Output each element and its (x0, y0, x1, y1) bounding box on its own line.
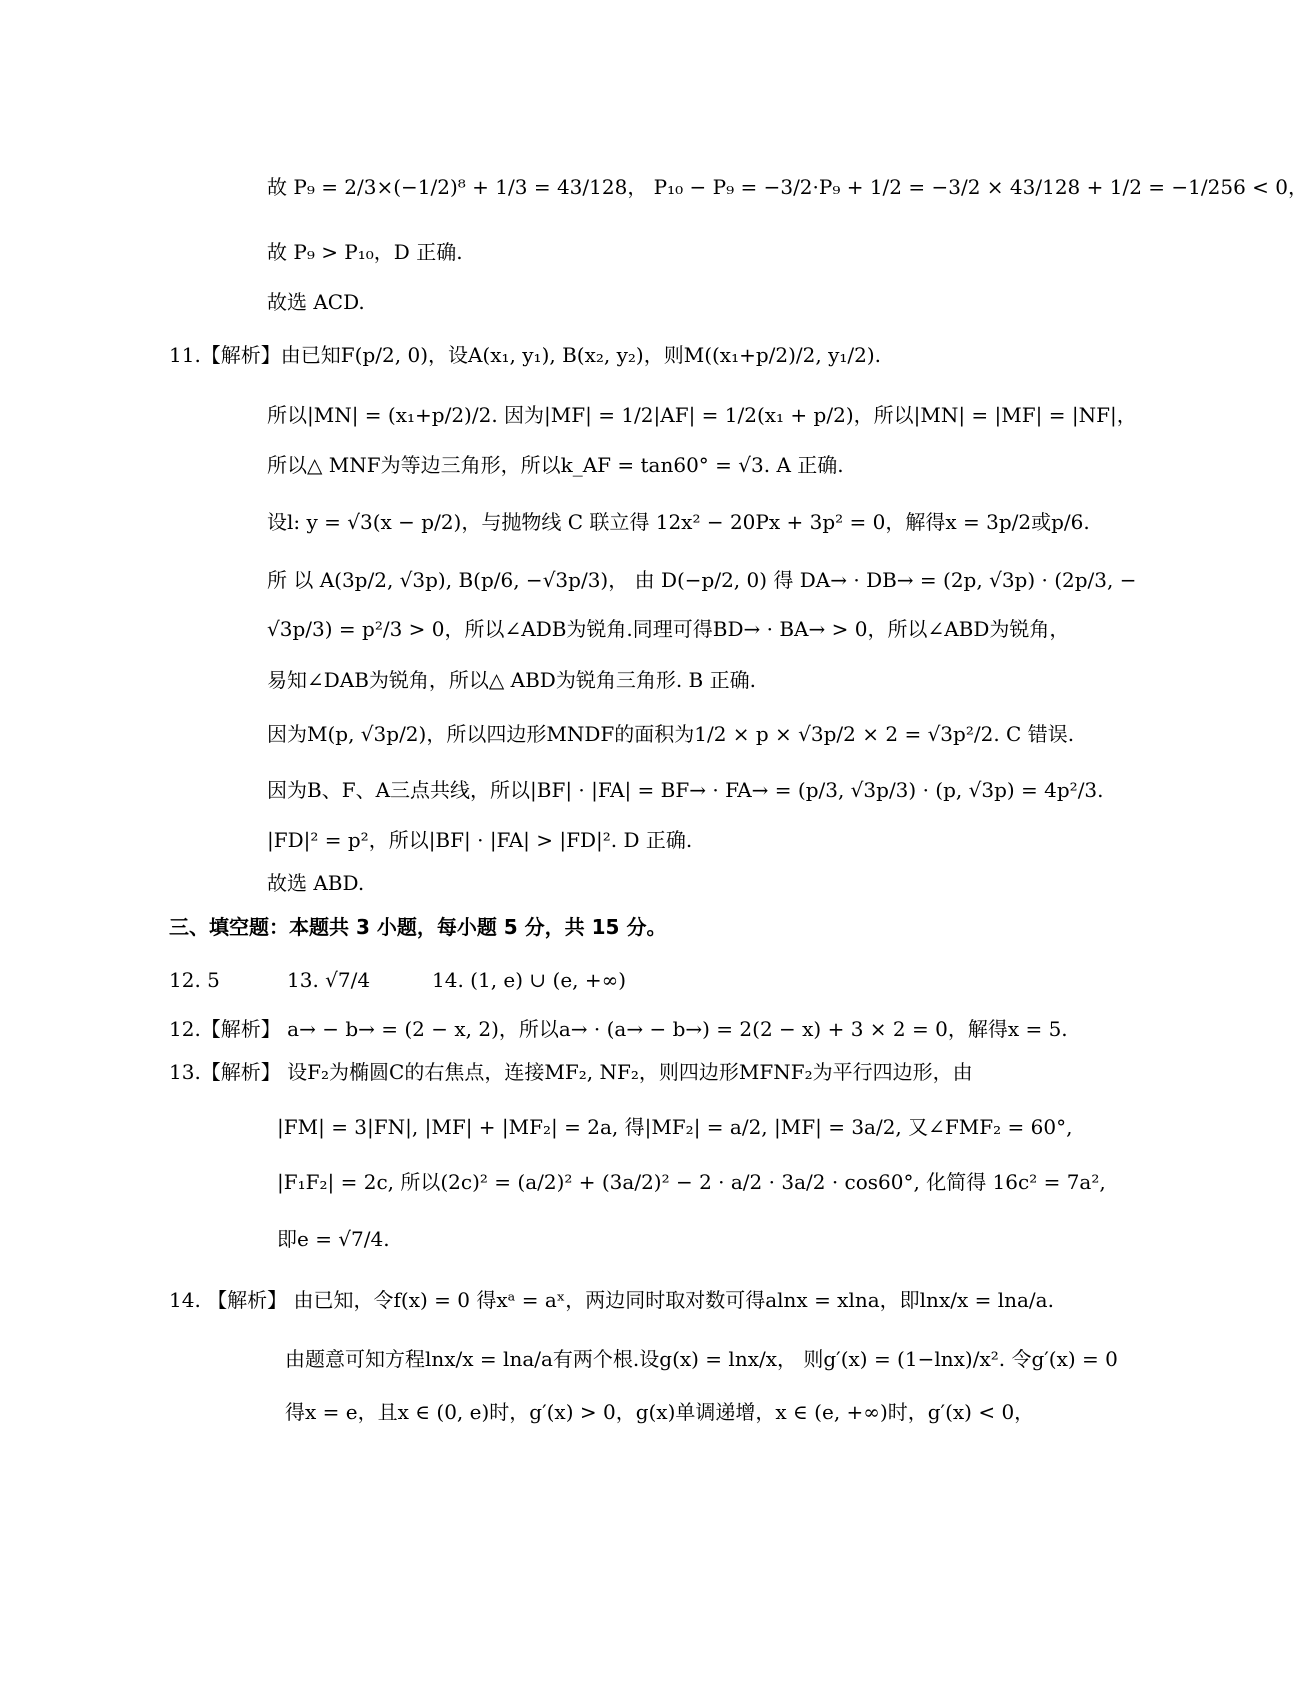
solution-14-heading: 14. 【解析】 由已知，令f(x) = 0 得xᵃ = aˣ，两边同时取对数可得alnx = xlna，即lnx/x = lna/a. (169, 1288, 1054, 1312)
text-line: 所以|MN| = (x₁+p/2)/2. 因为|MF| = 1/2|AF| = 1/2(x₁ + p/2)，所以|MN| = |MF| = |NF|， (267, 403, 1137, 427)
text-line: 所 以 A(3p/2, √3p), B(p/6, −√3p/3)， 由 D(−p/2, 0) 得 DA→ · DB→ = (2p, √3p) · (2p/3, − (267, 568, 1137, 592)
text-line: |FM| = 3|FN|, |MF| + |MF₂| = 2a, 得|MF₂| = a/2, |MF| = 3a/2, 又∠FMF₂ = 60°, (277, 1115, 1073, 1139)
text-line: 故选 ACD. (267, 290, 365, 314)
text-line: 所以△ MNF为等边三角形，所以k_AF = tan60° = √3. A 正确. (267, 453, 844, 477)
section-3-heading: 三、填空题：本题共 3 小题，每小题 5 分，共 15 分。 (169, 915, 667, 939)
text-line: |F₁F₂| = 2c, 所以(2c)² = (a/2)² + (3a/2)² − 2 · a/2 · 3a/2 · cos60°, 化简得 16c² = 7a², (277, 1170, 1106, 1194)
answer-14: 14. (1, e) ∪ (e, +∞) (432, 968, 627, 992)
solution-12: 12.【解析】 a→ − b→ = (2 − x, 2)，所以a→ · (a→ − b→) = 2(2 − x) + 3 × 2 = 0，解得x = 5. (169, 1017, 1068, 1041)
text-line: 由题意可知方程lnx/x = lna/a有两个根.设g(x) = lnx/x， 则g′(x) = (1−lnx)/x². 令g′(x) = 0 (285, 1347, 1118, 1371)
text-line: 故 P₉ > P₁₀，D 正确. (267, 240, 463, 264)
text-line: 易知∠DAB为锐角，所以△ ABD为锐角三角形. B 正确. (267, 668, 756, 692)
text-line: 因为B、F、A三点共线，所以|BF| · |FA| = BF→ · FA→ = (p/3, √3p/3) · (p, √3p) = 4p²/3. (267, 778, 1104, 802)
text-line: 故 P₉ = 2/3×(−1/2)⁸ + 1/3 = 43/128， P₁₀ − P₉ = −3/2·P₉ + 1/2 = −3/2 × 43/128 + 1/2 = −1/256 < 0， (267, 175, 1308, 199)
answer-12: 12. 5 (169, 968, 220, 992)
solution-13-heading: 13.【解析】 设F₂为椭圆C的右焦点，连接MF₂, NF₂，则四边形MFNF₂为平行四边形，由 (169, 1060, 973, 1084)
text-line: 即e = √7/4. (277, 1227, 390, 1251)
text-line: 故选 ABD. (267, 871, 365, 895)
text-line: √3p/3) = p²/3 > 0，所以∠ADB为锐角.同理可得BD→ · BA→ > 0，所以∠ABD为锐角， (267, 617, 1070, 641)
text-line: 得x = e，且x ∈ (0, e)时，g′(x) > 0，g(x)单调递增，x ∈ (e, +∞)时，g′(x) < 0， (285, 1400, 1035, 1424)
text-line: 设l: y = √3(x − p/2)，与抛物线 C 联立得 12x² − 20Px + 3p² = 0，解得x = 3p/2或p/6. (267, 510, 1090, 534)
text-line: |FD|² = p²，所以|BF| · |FA| > |FD|². D 正确. (267, 828, 693, 852)
section-11-heading: 11.【解析】由已知F(p/2, 0)，设A(x₁, y₁), B(x₂, y₂)，则M((x₁+p/2)/2, y₁/2). (169, 343, 882, 367)
text-line: 因为M(p, √3p/2)，所以四边形MNDF的面积为1/2 × p × √3p/2 × 2 = √3p²/2. C 错误. (267, 722, 1075, 746)
answer-13: 13. √7/4 (287, 968, 371, 992)
